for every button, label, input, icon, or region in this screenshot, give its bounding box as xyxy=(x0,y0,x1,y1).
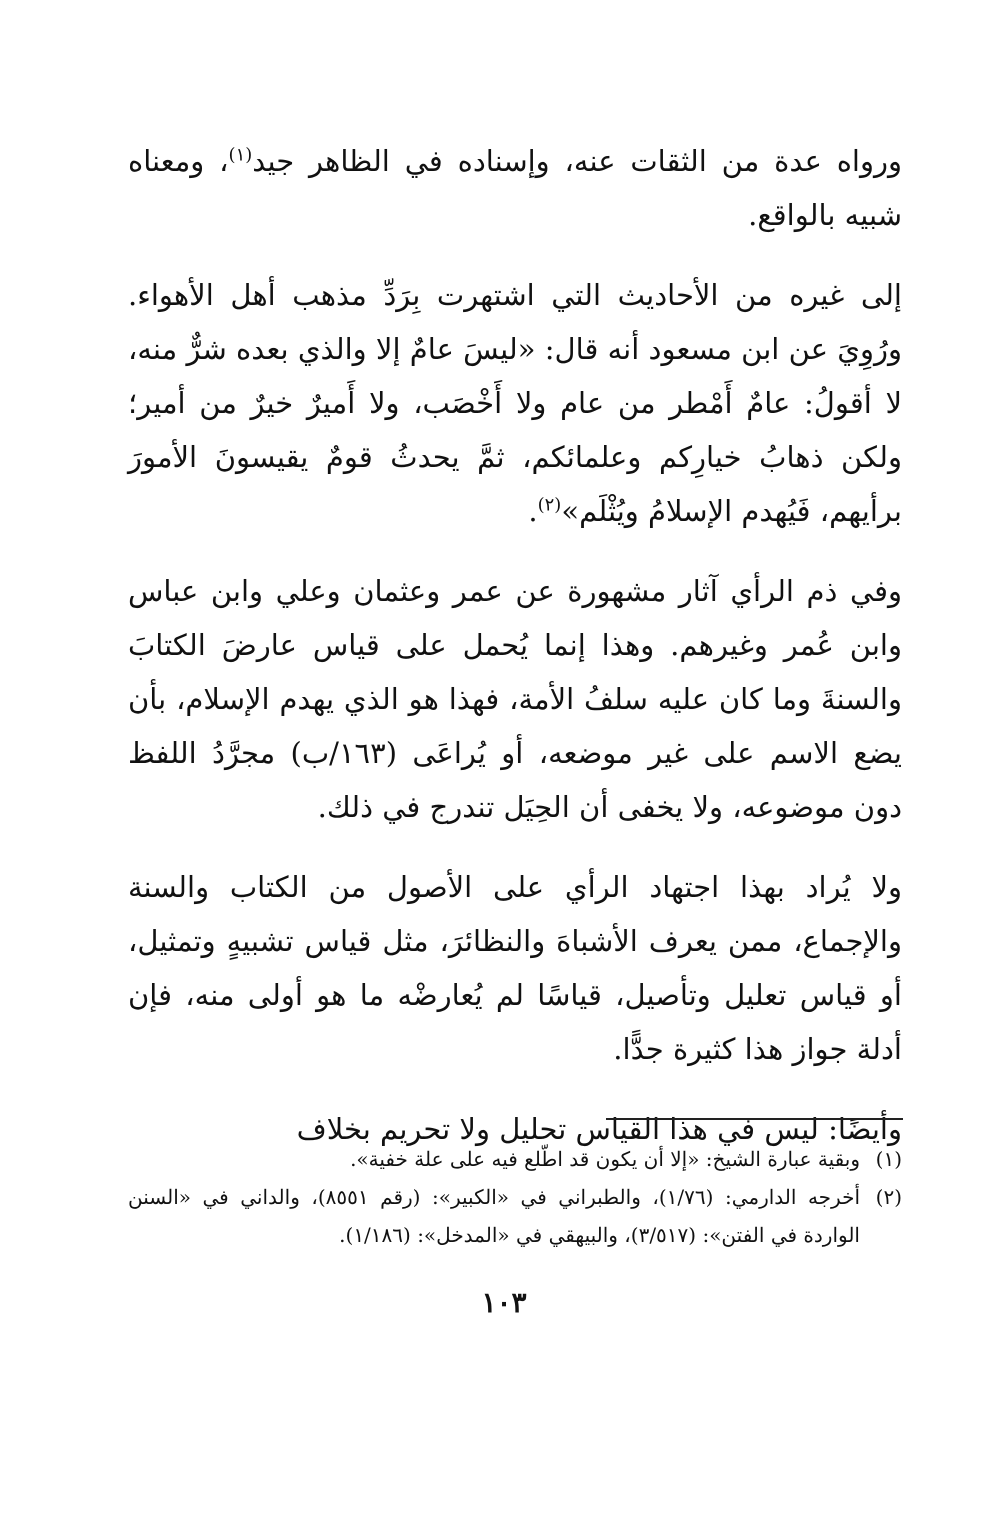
main-text xyxy=(128,134,902,1182)
paragraph-2-text-end: . xyxy=(528,494,538,528)
footnote-2-text: أخرجه الدارمي: (١/٧٦)، والطبراني في «الكبير»: (رقم ٨٥٥١)، والداني في «السنن الواردة في الفتن»: (٣/٥١٧)، والبيهقي في «المدخل»: (١/١٨٦). xyxy=(128,1185,860,1247)
footnote-1-number: (١) xyxy=(875,1147,902,1171)
paragraph-1-text-end: ، ومعناه شبيه بالواقع. xyxy=(128,144,902,232)
paragraph-4 xyxy=(128,860,902,1076)
footnotes xyxy=(128,1140,902,1254)
footnote-ref-2: (٢) xyxy=(537,494,562,516)
footnote-1 xyxy=(128,1140,902,1178)
footnote-2 xyxy=(128,1178,902,1254)
page-number: ١٠٣ xyxy=(481,1286,527,1319)
footnote-1-text: وبقية عبارة الشيخ: «إلا أن يكون قد اطّلع فيه على علة خفية». xyxy=(350,1147,860,1171)
paragraph-2 xyxy=(128,268,902,538)
footnote-divider xyxy=(606,1118,903,1120)
paragraph-5-text: وأيضًا: ليس في هذا القياس تحليل ولا تحريم بخلاف xyxy=(296,1112,902,1146)
footnote-2-number: (٢) xyxy=(875,1185,902,1209)
paragraph-3 xyxy=(128,564,902,834)
footnote-ref-1: (١) xyxy=(228,144,253,166)
paragraph-1-text: ورواه عدة من الثقات عنه، وإسناده في الظاهر جيد xyxy=(252,144,903,178)
paragraph-4-text: ولا يُراد بهذا اجتهاد الرأي على الأصول من الكتاب والسنة والإجماع، ممن يعرف الأشباهَ والنظائرَ، مثل قياس تشبيهٍ وتمثيل، أو قياس تعليل وتأصيل، قياسًا لم يُعارضْه ما هو أولى منه، فإن أدلة جواز هذا كثيرة جدًّا. xyxy=(128,870,902,1066)
paragraph-3-text: وفي ذم الرأي آثار مشهورة عن عمر وعثمان وعلي وابن عباس وابن عُمر وغيرهم. وهذا إنما يُحمل على قياس عارضَ الكتابَ والسنةَ وما كان عليه سلفُ الأمة، فهذا هو الذي يهدم الإسلام، بأن يضع الاسم على غير موضعه، أو يُراعَى (١٦٣/ب) مجرَّدُ اللفظ دون موضوعه، ولا يخفى أن الحِيَل تندرج في ذلك. xyxy=(128,574,902,824)
paragraph-2-text: إلى غيره من الأحاديث التي اشتهرت بِرَدِّ مذهب أهل الأهواء. ورُوِيَ عن ابن مسعود أنه قال: «ليسَ عامٌ إلا والذي بعده شرٌّ منه، لا أقولُ: عامٌ أَمْطر من عام ولا أَخْصَب، ولا أَميرٌ خيرٌ من أمير؛ ولكن ذهابُ خيارِكم وعلمائكم، ثمَّ يحدثُ قومٌ يقيسونَ الأمورَ برأيهم، فَيُهدم الإسلامُ ويُثْلَم» xyxy=(128,278,902,528)
paragraph-1 xyxy=(128,134,902,242)
